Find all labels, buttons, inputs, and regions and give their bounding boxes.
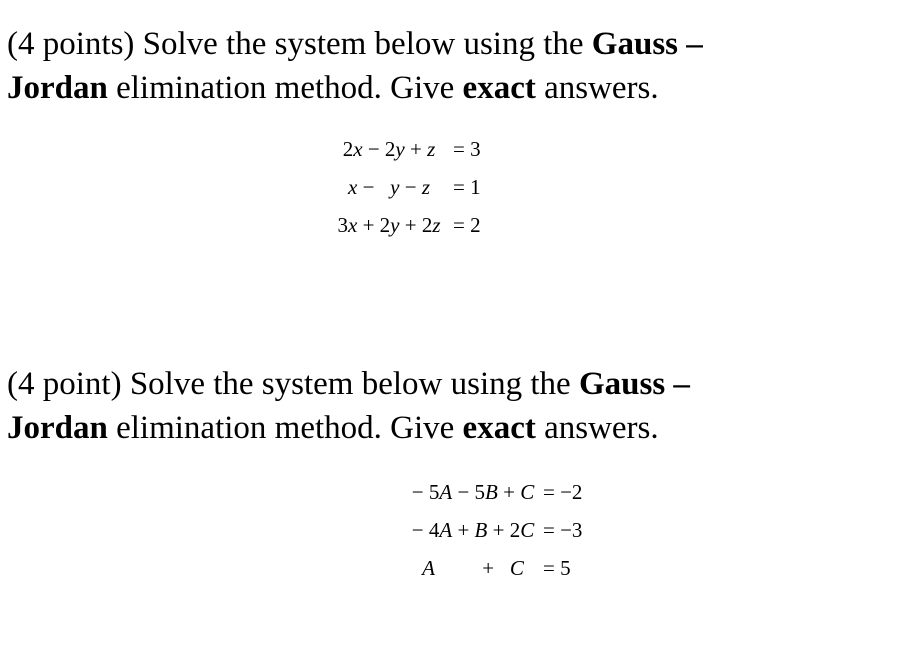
equation-row: [325, 168, 513, 206]
equation-rhs: = 5: [543, 556, 571, 580]
problem-1-prompt-text-c: answers.: [535, 70, 659, 106]
equation-row: [403, 473, 603, 511]
problem-2: [7, 362, 902, 450]
problem-2-prompt: [7, 362, 902, 450]
equation-rhs: = 2: [453, 213, 481, 237]
problem-2-method-name-a: Gauss –: [578, 366, 690, 402]
equation-system-2: [403, 473, 603, 587]
equation-lhs: − 5A − 5B + C: [411, 480, 535, 504]
equation-rhs: = −2: [543, 480, 583, 504]
problem-2-method-name-b: Jordan: [7, 410, 108, 446]
equation-rhs: = 3: [453, 137, 481, 161]
equation-rhs: = −3: [543, 518, 583, 542]
problem-2-prompt-text-c: answers.: [535, 410, 659, 446]
equation-lhs: 3x + 2y + 2z: [337, 213, 441, 237]
equation-lhs: 2x − 2y + z: [342, 137, 436, 161]
equation-row: [403, 549, 603, 587]
problem-1-prompt: [7, 22, 902, 110]
equation-row: [403, 511, 603, 549]
problem-1-prompt-text-b: elimination method. Give: [107, 70, 463, 106]
equation-lhs: A + C: [422, 556, 524, 580]
problem-2-prompt-text-b: elimination method. Give: [107, 410, 463, 446]
equation-row: [325, 130, 513, 168]
problem-1: [7, 22, 902, 110]
equation-rhs: = 1: [453, 175, 481, 199]
problem-2-exact-word: exact: [462, 410, 536, 446]
problem-2-prompt-text-a: (4 point) Solve the system below using the: [7, 366, 579, 402]
problem-1-method-name-a: Gauss –: [591, 26, 703, 62]
equation-lhs: x − y − z: [347, 175, 431, 199]
problem-1-prompt-text-a: (4 points) Solve the system below using the: [7, 26, 592, 62]
equation-system-1: [325, 130, 513, 244]
problem-1-exact-word: exact: [462, 70, 536, 106]
problem-1-method-name-b: Jordan: [7, 70, 108, 106]
equation-row: [325, 206, 513, 244]
equation-lhs: − 4A + B + 2C: [411, 518, 535, 542]
